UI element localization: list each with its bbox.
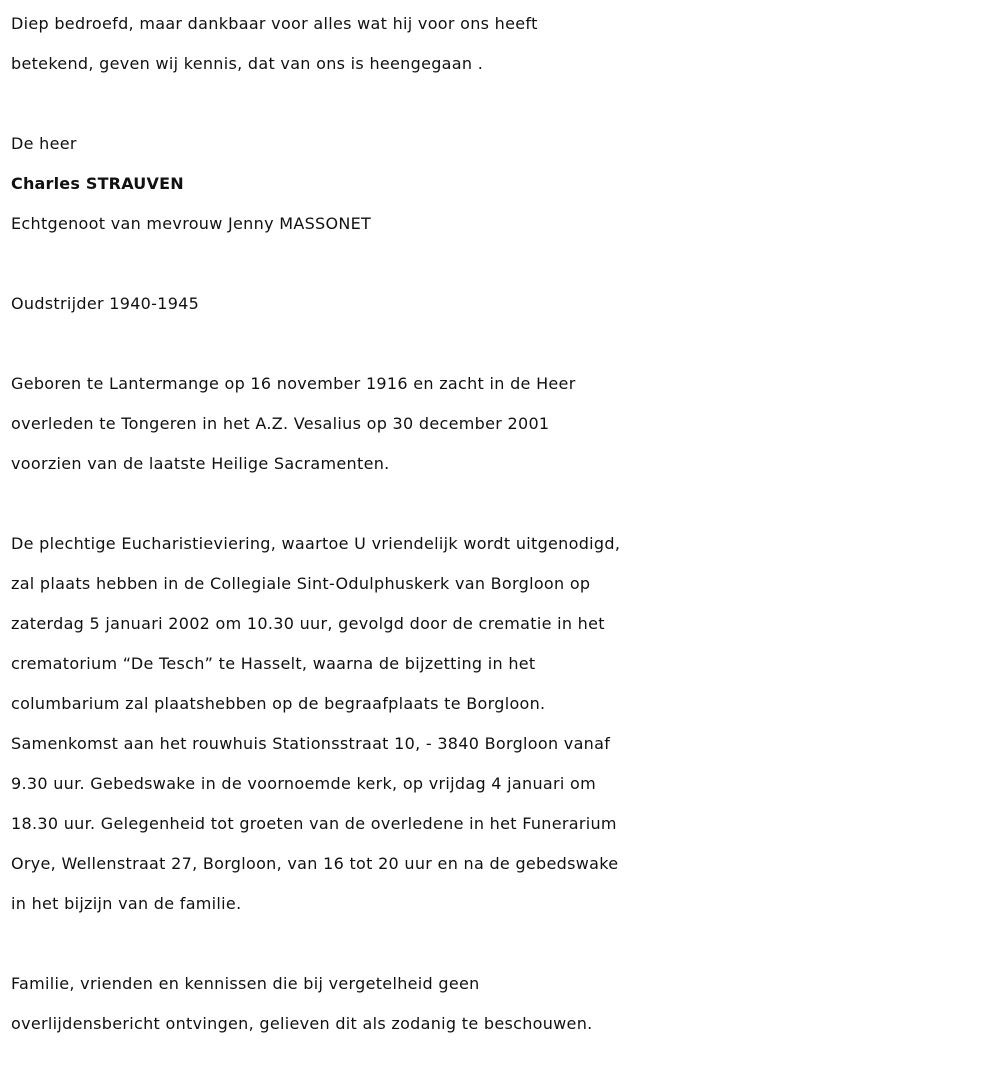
salutation: De heer <box>11 134 77 153</box>
spouse-line: Echtgenoot van mevrouw Jenny MASSONET <box>11 214 372 233</box>
intro-paragraph <box>11 4 1000 84</box>
birth-death-paragraph <box>11 364 1000 484</box>
closing-line: overlijdensbericht ontvingen, gelieven dit als zodanig te beschouwen. <box>11 1014 593 1033</box>
birth-death-line: overleden te Tongeren in het A.Z. Vesalius op 30 december 2001 <box>11 414 550 433</box>
ceremony-line: columbarium zal plaatshebben op de begraafplaats te Borgloon. <box>11 694 546 713</box>
birth-death-line: Geboren te Lantermange op 16 november 1916 en zacht in de Heer <box>11 374 576 393</box>
ceremony-line: in het bijzijn van de familie. <box>11 894 242 913</box>
ceremony-line: crematorium “De Tesch” te Hasselt, waarna de bijzetting in het <box>11 654 536 673</box>
closing-paragraph <box>11 964 1000 1044</box>
paragraph-spacer <box>11 324 1000 364</box>
deceased-block <box>11 124 1000 244</box>
intro-line: Diep bedroefd, maar dankbaar voor alles wat hij voor ons heeft <box>11 14 538 33</box>
ceremony-paragraph <box>11 524 1000 924</box>
ceremony-line: zal plaats hebben in de Collegiale Sint-Odulphuskerk van Borgloon op <box>11 574 591 593</box>
paragraph-spacer <box>11 244 1000 284</box>
intro-line: betekend, geven wij kennis, dat van ons is heengegaan . <box>11 54 484 73</box>
ceremony-line: Orye, Wellenstraat 27, Borgloon, van 16 tot 20 uur en na de gebedswake <box>11 854 619 873</box>
veteran-line: Oudstrijder 1940-1945 <box>11 294 200 313</box>
deceased-name: Charles STRAUVEN <box>11 174 184 193</box>
ceremony-line: zaterdag 5 januari 2002 om 10.30 uur, gevolgd door de crematie in het <box>11 614 605 633</box>
paragraph-spacer <box>11 84 1000 124</box>
closing-line: Familie, vrienden en kennissen die bij vergetelheid geen <box>11 974 480 993</box>
birth-death-line: voorzien van de laatste Heilige Sacramenten. <box>11 454 390 473</box>
ceremony-line: 9.30 uur. Gebedswake in de voornoemde kerk, op vrijdag 4 januari om <box>11 774 596 793</box>
ceremony-line: 18.30 uur. Gelegenheid tot groeten van de overledene in het Funerarium <box>11 814 617 833</box>
paragraph-spacer <box>11 484 1000 524</box>
ceremony-line: Samenkomst aan het rouwhuis Stationsstraat 10, - 3840 Borgloon vanaf <box>11 734 611 753</box>
paragraph-spacer <box>11 924 1000 964</box>
ceremony-line: De plechtige Eucharistieviering, waartoe U vriendelijk wordt uitgenodigd, <box>11 534 621 553</box>
